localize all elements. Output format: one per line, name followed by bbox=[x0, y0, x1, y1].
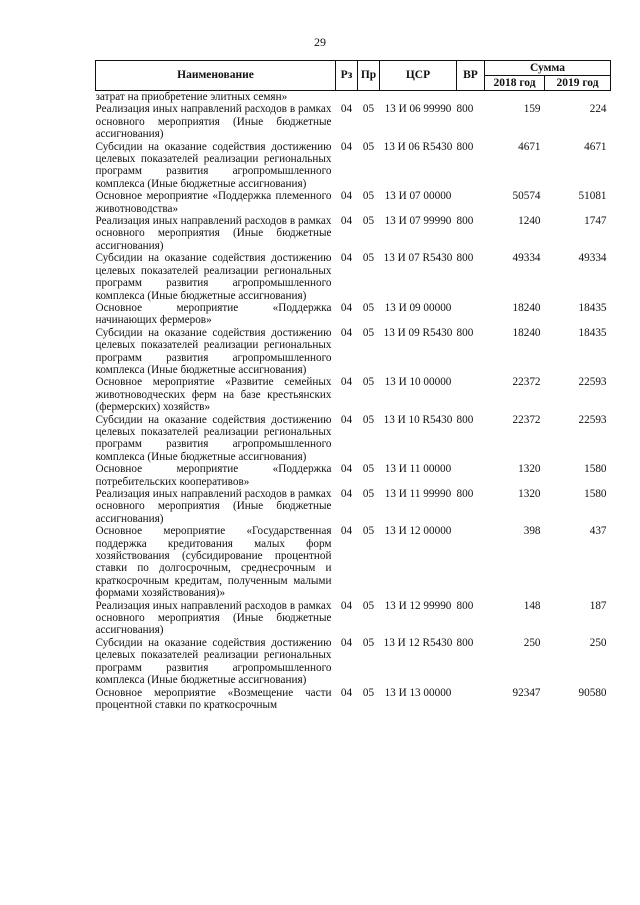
row-vr: 800 bbox=[456, 140, 474, 153]
row-csr: 13 И 12 R5430 bbox=[383, 636, 453, 649]
row-pr: 05 bbox=[362, 686, 375, 699]
row-amount-2018: 1320 bbox=[518, 463, 541, 476]
row-csr: 13 И 11 99990 bbox=[384, 488, 452, 500]
row-rz: 04 bbox=[340, 252, 353, 265]
header-vr: ВР bbox=[457, 61, 485, 91]
row-amount-2018: 92347 bbox=[512, 686, 541, 699]
row-csr: 13 И 07 99990 bbox=[384, 215, 452, 228]
table-row bbox=[96, 687, 611, 712]
row-vr: 800 bbox=[456, 636, 474, 649]
row-csr: 13 И 11 00000 bbox=[384, 463, 452, 476]
row-pr: 05 bbox=[362, 525, 375, 538]
row-amount-2019: 437 bbox=[589, 525, 607, 538]
row-vr bbox=[457, 190, 485, 215]
row-pr: 05 bbox=[362, 636, 375, 649]
row-amount-2018: 148 bbox=[523, 599, 541, 612]
header-name: Наименование bbox=[96, 61, 336, 91]
table-row bbox=[96, 190, 611, 215]
row-rz: 04 bbox=[340, 686, 353, 699]
header-pr: Пр bbox=[358, 61, 380, 91]
row-pr: 05 bbox=[362, 301, 375, 314]
row-name: Субсидии на оказание содействия достижению целевых показателей реализации региональных программ развития агропромышленного комплекса (Иные бюджетные ассигнования) bbox=[95, 140, 332, 190]
table-row bbox=[96, 215, 611, 252]
table-row bbox=[96, 525, 611, 599]
row-rz: 04 bbox=[340, 301, 353, 314]
row-name: Основное мероприятие «Развитие семейных животноводческих ферм на базе крестьянских (фермерских) хозяйств» bbox=[95, 376, 332, 414]
row-rz: 04 bbox=[340, 376, 353, 389]
row-amount-2018: 22372 bbox=[512, 413, 541, 426]
row-name: Субсидии на оказание содействия достижению целевых показателей реализации региональных программ развития агропромышленного комплекса (Иные бюджетные ассигнования) bbox=[95, 636, 332, 687]
row-rz: 04 bbox=[340, 103, 353, 116]
row-rz: 04 bbox=[340, 488, 353, 500]
row-amount-2019: 1580 bbox=[584, 463, 607, 476]
row-pr: 05 bbox=[362, 140, 375, 153]
row-name: Основное мероприятие «Государственная поддержка кредитования малых форм хозяйствования (субсидирование процентной ставки по долгосрочным, среднесрочным и краткосрочным кредитам, полученным малыми формами хозяйствования)» bbox=[95, 525, 332, 600]
row-csr: 13 И 07 R5430 bbox=[383, 252, 453, 265]
row-amount-2019: 1580 bbox=[584, 488, 607, 500]
row-csr: 13 И 09 R5430 bbox=[383, 326, 453, 339]
row-vr: 800 bbox=[456, 413, 474, 426]
header-csr: ЦСР bbox=[380, 61, 457, 91]
row-vr: 800 bbox=[456, 599, 474, 612]
header-2019: 2019 год bbox=[545, 76, 611, 91]
row-amount-2019: 250 bbox=[589, 636, 607, 649]
row-vr: 800 bbox=[456, 215, 474, 228]
row-csr bbox=[380, 91, 457, 104]
header-sum: Сумма bbox=[485, 61, 611, 76]
table-row bbox=[96, 327, 611, 377]
row-csr: 13 И 12 99990 bbox=[384, 599, 452, 612]
row-rz: 04 bbox=[340, 463, 353, 476]
header-rz: Рз bbox=[336, 61, 358, 91]
row-name: Основное мероприятие «Возмещение части процентной ставки по краткосрочным bbox=[95, 686, 332, 711]
row-csr: 13 И 10 00000 bbox=[384, 376, 452, 389]
table-row bbox=[96, 637, 611, 687]
row-vr bbox=[457, 302, 485, 327]
table-row bbox=[96, 463, 611, 488]
row-pr: 05 bbox=[362, 103, 375, 116]
row-rz bbox=[336, 91, 358, 104]
row-amount-2019: 224 bbox=[589, 103, 607, 116]
row-rz: 04 bbox=[340, 599, 353, 612]
row-rz: 04 bbox=[340, 525, 353, 538]
table-row bbox=[96, 600, 611, 637]
row-rz: 04 bbox=[340, 190, 353, 203]
row-vr bbox=[457, 91, 485, 104]
row-amount-2018: 18240 bbox=[512, 326, 541, 339]
table-row bbox=[96, 252, 611, 302]
row-pr: 05 bbox=[362, 190, 375, 203]
row-amount-2019: 18435 bbox=[578, 301, 607, 314]
row-amount-2018: 1320 bbox=[518, 488, 541, 500]
row-amount-2018 bbox=[485, 91, 545, 104]
row-vr: 800 bbox=[456, 103, 474, 116]
row-csr: 13 И 06 99990 bbox=[384, 103, 452, 116]
row-rz: 04 bbox=[340, 413, 353, 426]
row-amount-2019: 22593 bbox=[578, 376, 607, 389]
row-name: Реализация иных направлений расходов в рамках основного мероприятия (Иные бюджетные ассигнования) bbox=[95, 599, 332, 637]
budget-table bbox=[95, 60, 611, 711]
table-row bbox=[96, 488, 611, 525]
table-body bbox=[96, 91, 611, 712]
row-name: Реализация иных направлений расходов в рамках основного мероприятия (Иные бюджетные ассигнования) bbox=[95, 215, 332, 252]
row-vr bbox=[457, 687, 485, 712]
row-pr: 05 bbox=[362, 599, 375, 612]
row-csr: 13 И 12 00000 bbox=[384, 525, 452, 538]
row-amount-2019: 49334 bbox=[578, 252, 607, 265]
row-name: Реализация иных направлений расходов в рамках основного мероприятия (Иные бюджетные ассигнования) bbox=[95, 103, 332, 141]
table-header bbox=[96, 61, 611, 91]
table-row bbox=[96, 91, 611, 104]
row-vr bbox=[457, 376, 485, 413]
row-amount-2019: 90580 bbox=[578, 686, 607, 699]
row-pr: 05 bbox=[362, 252, 375, 265]
table-row bbox=[96, 103, 611, 140]
row-amount-2018: 4671 bbox=[518, 140, 541, 153]
row-csr: 13 И 06 R5430 bbox=[383, 140, 453, 153]
row-name: Основное мероприятие «Поддержка потребительских кооперативов» bbox=[95, 463, 332, 488]
row-csr: 13 И 13 00000 bbox=[384, 686, 452, 699]
row-name: Реализация иных направлений расходов в рамках основного мероприятия (Иные бюджетные ассигнования) bbox=[95, 488, 332, 525]
row-pr: 05 bbox=[362, 463, 375, 476]
row-vr: 800 bbox=[456, 488, 474, 500]
row-amount-2018: 22372 bbox=[512, 376, 541, 389]
row-amount-2018: 398 bbox=[523, 525, 541, 538]
table-row bbox=[96, 141, 611, 191]
row-rz: 04 bbox=[340, 636, 353, 649]
row-pr: 05 bbox=[362, 376, 375, 389]
row-vr bbox=[457, 525, 485, 599]
row-vr bbox=[457, 463, 485, 488]
row-amount-2018: 159 bbox=[523, 103, 541, 116]
row-amount-2019: 18435 bbox=[578, 326, 607, 339]
row-name: Субсидии на оказание содействия достижению целевых показателей реализации региональных программ развития агропромышленного комплекса (Иные бюджетные ассигнования) bbox=[95, 252, 332, 302]
row-csr: 13 И 10 R5430 bbox=[383, 413, 453, 426]
row-vr: 800 bbox=[456, 252, 474, 265]
header-2018: 2018 год bbox=[485, 76, 545, 91]
row-name: Основное мероприятие «Поддержка начинающих фермеров» bbox=[95, 301, 332, 327]
table-row bbox=[96, 376, 611, 413]
row-name: затрат на приобретение элитных семян» bbox=[95, 91, 288, 103]
row-rz: 04 bbox=[340, 326, 353, 339]
row-pr: 05 bbox=[362, 413, 375, 426]
page-number: 29 bbox=[314, 35, 326, 49]
row-amount-2019: 187 bbox=[589, 599, 607, 612]
row-amount-2019: 51081 bbox=[578, 190, 607, 203]
row-amount-2018: 49334 bbox=[512, 252, 541, 265]
row-amount-2018: 18240 bbox=[512, 301, 541, 314]
row-amount-2018: 1240 bbox=[518, 215, 541, 228]
row-name: Субсидии на оказание содействия достижению целевых показателей реализации региональных программ развития агропромышленного комплекса (Иные бюджетные ассигнования) bbox=[95, 326, 332, 376]
row-name: Субсидии на оказание содействия достижению целевых показателей реализации региональных программ развития агропромышленного комплекса (Иные бюджетные ассигнования) bbox=[95, 413, 332, 463]
row-amount-2019 bbox=[545, 91, 611, 104]
row-vr: 800 bbox=[456, 326, 474, 339]
table-row bbox=[96, 414, 611, 464]
row-csr: 13 И 07 00000 bbox=[384, 190, 452, 203]
row-pr: 05 bbox=[362, 215, 375, 228]
row-amount-2019: 4671 bbox=[584, 140, 607, 153]
table-row bbox=[96, 302, 611, 327]
row-pr: 05 bbox=[362, 326, 375, 339]
row-rz: 04 bbox=[340, 140, 353, 153]
row-pr: 05 bbox=[362, 488, 375, 500]
row-pr bbox=[358, 91, 380, 104]
row-amount-2019: 1747 bbox=[584, 215, 607, 228]
row-name: Основное мероприятие «Поддержка племенного животноводства» bbox=[95, 190, 332, 215]
row-amount-2018: 50574 bbox=[512, 190, 541, 203]
row-amount-2018: 250 bbox=[523, 636, 541, 649]
row-rz: 04 bbox=[340, 215, 353, 228]
row-amount-2019: 22593 bbox=[578, 413, 607, 426]
row-csr: 13 И 09 00000 bbox=[384, 301, 452, 314]
